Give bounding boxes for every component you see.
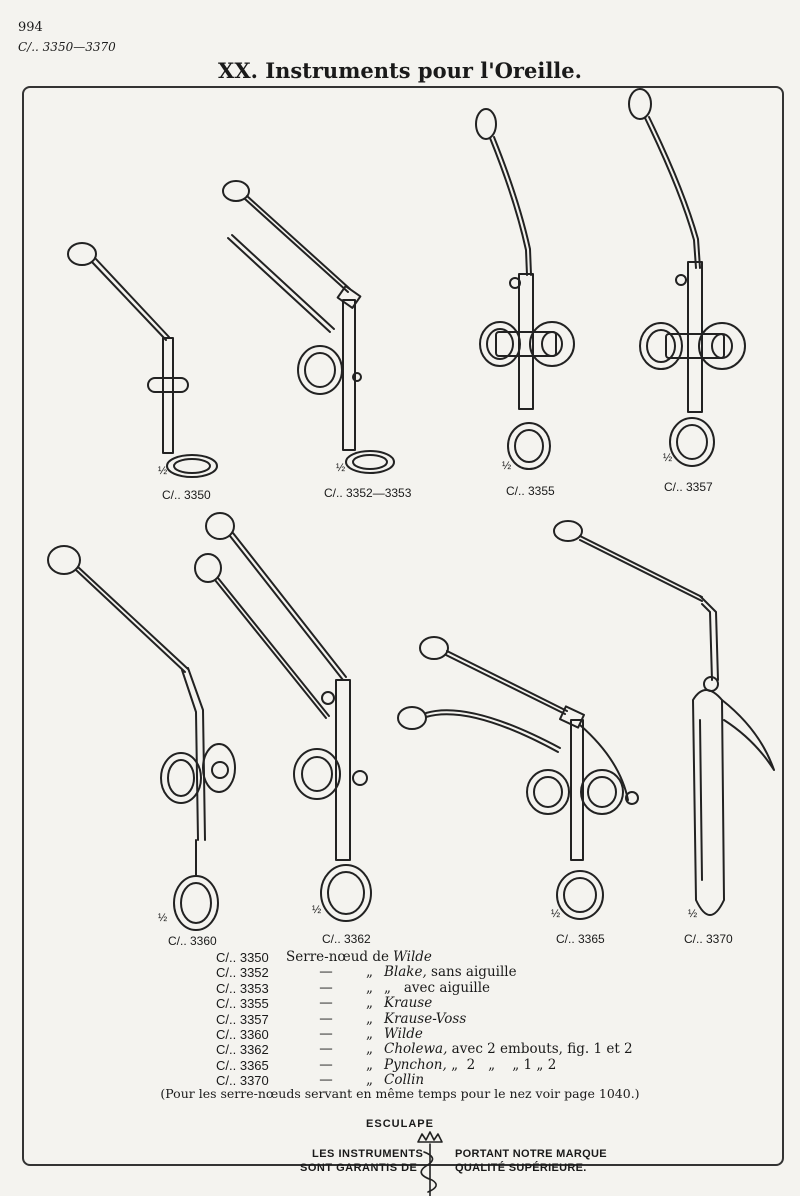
instrument-legend	[216, 950, 633, 1089]
scale-3362: ½	[312, 904, 322, 916]
figure-label-3355: C/.. 3355	[506, 484, 555, 498]
legend-row	[216, 1012, 633, 1027]
legend-desc: Pynchon, „ 2 „ „ 1 „ 2	[384, 1056, 557, 1073]
legend-row	[216, 1027, 633, 1042]
legend-desc: Krause-Voss	[384, 1010, 467, 1027]
legend-desc: Wilde	[384, 1026, 423, 1043]
legend-dash: —	[319, 1072, 333, 1089]
figure-label-3357: C/.. 3357	[664, 480, 713, 494]
page-number: 994	[18, 20, 43, 35]
figure-label-3362: C/.. 3362	[322, 932, 371, 946]
legend-ditto: „	[366, 979, 373, 996]
esculape-emblem	[418, 1132, 442, 1196]
figure-label-3360: C/.. 3360	[168, 934, 217, 948]
legend-row	[216, 1058, 633, 1073]
legend-code: C/.. 3357	[216, 1011, 269, 1027]
figure-label-3350: C/.. 3350	[162, 488, 211, 502]
page-title: XX. Instruments pour l'Oreille.	[218, 58, 582, 83]
instrument-3365-drawing	[398, 637, 638, 919]
instrument-3357-drawing	[629, 89, 745, 466]
scale-3357: ½	[663, 452, 673, 464]
legend-row	[216, 965, 633, 980]
legend-desc: Blake, sans aiguille	[384, 964, 517, 981]
instrument-3362-drawing	[195, 513, 371, 921]
instrument-3355-drawing	[476, 109, 574, 469]
figure-label-3352: C/.. 3352—3353	[324, 486, 412, 500]
legend-code: C/.. 3362	[216, 1042, 269, 1058]
legend-ditto: „	[366, 964, 373, 981]
figure-label-3370: C/.. 3370	[684, 932, 733, 946]
instrument-3370-drawing	[554, 521, 774, 915]
instrument-3360-drawing	[48, 546, 235, 930]
instrument-3352-drawing	[223, 181, 394, 473]
scale-3352: ½	[336, 462, 346, 474]
legend-row	[216, 1042, 633, 1057]
legend-desc: Wilde	[393, 949, 432, 965]
figure-label-3365: C/.. 3365	[556, 932, 605, 946]
legend-desc: „ avec aiguille	[384, 979, 491, 996]
legend-code: C/.. 3352	[216, 965, 269, 981]
legend-code: C/.. 3353	[216, 980, 269, 996]
footnote: (Pour les serre-nœuds servant en même temps pour le nez voir page 1040.)	[160, 1086, 640, 1101]
legend-dash: —	[319, 964, 333, 981]
catalog-range: C/.. 3350—3370	[18, 40, 116, 54]
legend-code: C/.. 3350	[216, 950, 269, 965]
brand-line1-left: LES INSTRUMENTS	[312, 1148, 424, 1160]
legend-ditto: „	[366, 995, 373, 1012]
instrument-3350-drawing	[68, 243, 217, 477]
legend-dash: —	[319, 1026, 333, 1043]
legend-lead: Serre-nœud de	[286, 949, 389, 965]
legend-dash: —	[319, 1010, 333, 1027]
brand-line1-right: PORTANT NOTRE MARQUE	[455, 1148, 607, 1160]
legend-dash: —	[319, 1041, 333, 1058]
legend-ditto: „	[366, 1072, 373, 1089]
legend-code: C/.. 3365	[216, 1057, 269, 1073]
scale-3360: ½	[158, 912, 168, 924]
legend-dash: —	[319, 995, 333, 1012]
legend-row	[216, 981, 633, 996]
scale-3365: ½	[551, 908, 561, 920]
legend-code: C/.. 3360	[216, 1027, 269, 1043]
scale-3370: ½	[688, 908, 698, 920]
legend-code: C/.. 3355	[216, 996, 269, 1012]
brand-line2-right: QUALITÉ SUPÉRIEURE.	[455, 1162, 587, 1174]
legend-desc: Cholewa, avec 2 embouts, fig. 1 et 2	[384, 1041, 633, 1058]
scale-3355: ½	[502, 460, 512, 472]
legend-dash: —	[319, 979, 333, 996]
legend-dash: —	[319, 1056, 333, 1073]
scale-3350: ½	[158, 465, 168, 477]
legend-ditto: „	[366, 1056, 373, 1073]
legend-ditto: „	[366, 1041, 373, 1058]
legend-code: C/.. 3370	[216, 1073, 269, 1089]
legend-ditto: „	[366, 1026, 373, 1043]
brand-line2-left: SONT GARANTIS DE	[300, 1162, 418, 1174]
legend-row	[216, 950, 633, 965]
brand-name: ESCULAPE	[366, 1118, 434, 1130]
legend-desc: Collin	[384, 1072, 425, 1089]
legend-ditto: „	[366, 1010, 373, 1027]
legend-row	[216, 996, 633, 1011]
legend-desc: Krause	[384, 995, 433, 1012]
